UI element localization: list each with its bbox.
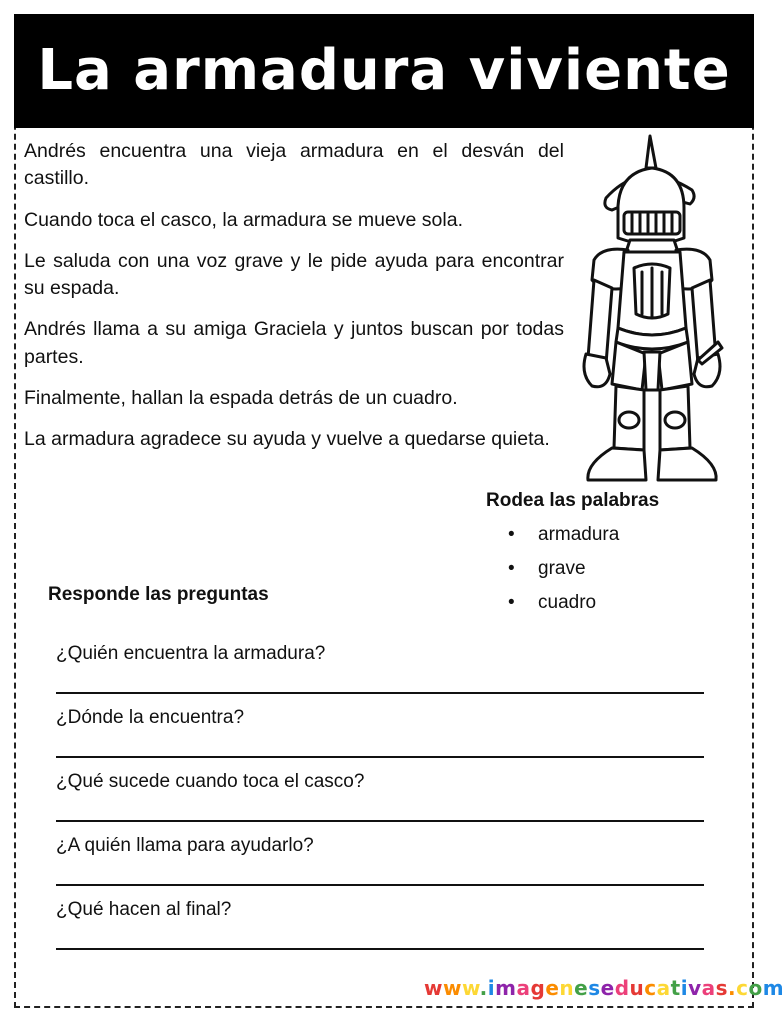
question-item <box>56 640 706 704</box>
story-paragraph: La armadura agradece su ayuda y vuelve a quedarse quieta. <box>24 428 550 451</box>
bullet: • <box>508 592 515 613</box>
bullet: • <box>508 524 515 545</box>
question-text: ¿Qué hacen al final? <box>56 899 232 920</box>
word: cuadro <box>538 592 597 613</box>
answer-line[interactable] <box>56 692 704 694</box>
knight-armor-icon <box>572 128 732 496</box>
question-item <box>56 768 706 832</box>
questions-heading: Responde las preguntas <box>48 584 269 605</box>
question-text: ¿Dónde la encuentra? <box>56 707 245 728</box>
story-paragraph: Andrés llama a su amiga Graciela y juntos buscan por todas partes. <box>24 318 564 368</box>
question-text: ¿Quién encuentra la armadura? <box>56 643 326 664</box>
bullet: • <box>508 558 515 579</box>
questions-list <box>56 640 706 960</box>
word: grave <box>538 558 586 579</box>
story-text <box>24 138 564 468</box>
word: armadura <box>538 524 620 545</box>
list-item <box>486 552 746 586</box>
list-item <box>486 518 746 552</box>
circle-words-list <box>486 518 746 620</box>
list-item <box>486 586 746 620</box>
footer-url: www.imageneseducativas.com <box>424 976 784 1000</box>
answer-line[interactable] <box>56 756 704 758</box>
page-title: La armadura viviente <box>37 38 731 103</box>
circle-words-section <box>486 490 746 620</box>
answer-line[interactable] <box>56 884 704 886</box>
story-paragraph: Le saluda con una voz grave y le pide ayuda para encontrar su espada. <box>24 249 564 300</box>
title-banner <box>14 14 754 128</box>
question-text: ¿A quién llama para ayudarlo? <box>56 835 314 856</box>
story-paragraph: Cuando toca el casco, la armadura se mueve sola. <box>24 208 463 231</box>
question-item <box>56 896 706 960</box>
circle-words-heading: Rodea las palabras <box>486 490 660 511</box>
story-paragraph: Finalmente, hallan la espada detrás de un cuadro. <box>24 387 458 410</box>
answer-line[interactable] <box>56 820 704 822</box>
question-text: ¿Qué sucede cuando toca el casco? <box>56 771 365 792</box>
question-item <box>56 704 706 768</box>
answer-line[interactable] <box>56 948 704 950</box>
question-item <box>56 832 706 896</box>
story-paragraph: Andrés encuentra una vieja armadura en el desván del castillo. <box>24 140 564 190</box>
